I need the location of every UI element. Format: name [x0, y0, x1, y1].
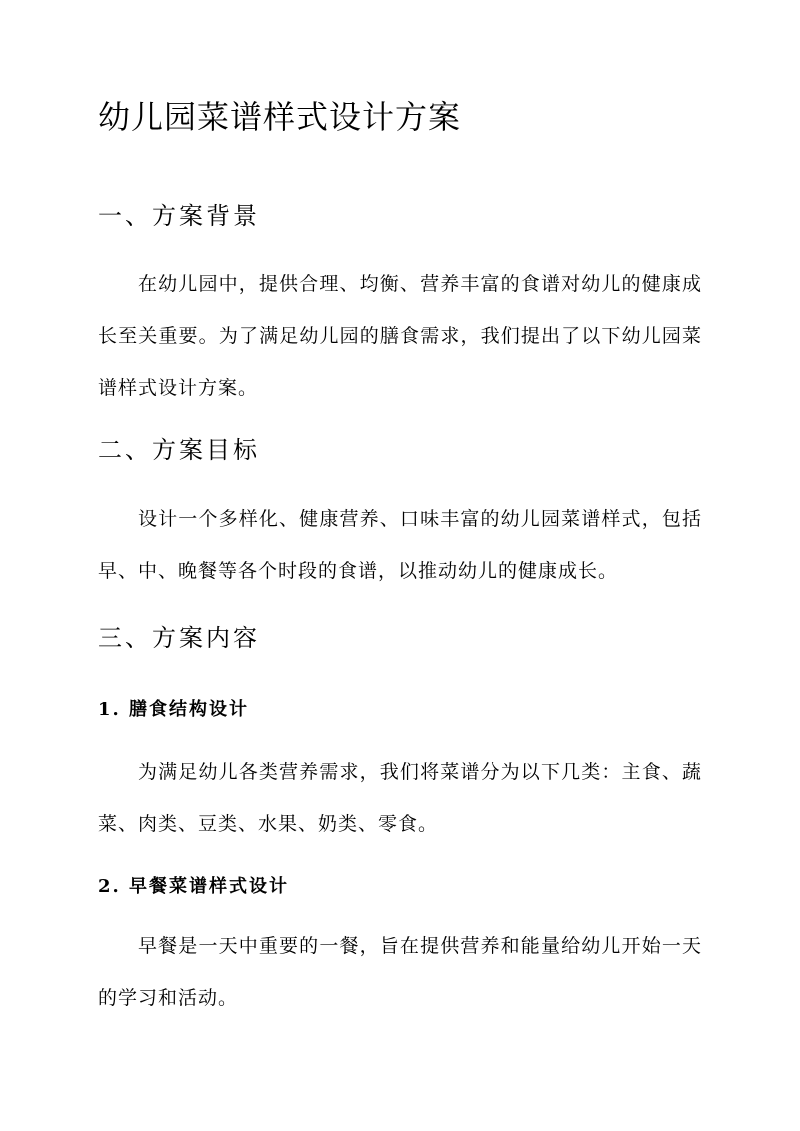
section-heading-goal: 二、方案目标: [98, 436, 260, 464]
section-paragraph-goal: 设计一个多样化、健康营养、口味丰富的幼儿园菜谱样式，包括早、中、晚餐等各个时段的食谱，以推动幼儿的健康成长。: [98, 508, 702, 582]
subsection-heading-breakfast: 2. 早餐菜谱样式设计: [98, 876, 290, 897]
subsection-paragraph-diet-structure: 为满足幼儿各类营养需求，我们将菜谱分为以下几类：主食、蔬菜、肉类、豆类、水果、奶类、零食。: [98, 761, 702, 835]
section-heading-background: 一、方案背景: [98, 202, 260, 230]
subsection-heading-diet-structure: 1. 膳食结构设计: [98, 699, 250, 720]
document-title: 幼儿园菜谱样式设计方案: [98, 98, 462, 136]
section-heading-content: 三、方案内容: [98, 624, 260, 652]
subsection-paragraph-breakfast: 早餐是一天中重要的一餐，旨在提供营养和能量给幼儿开始一天的学习和活动。: [98, 935, 702, 1009]
section-paragraph-background: 在幼儿园中，提供合理、均衡、营养丰富的食谱对幼儿的健康成长至关重要。为了满足幼儿园的膳食需求，我们提出了以下幼儿园菜谱样式设计方案。: [98, 273, 702, 399]
